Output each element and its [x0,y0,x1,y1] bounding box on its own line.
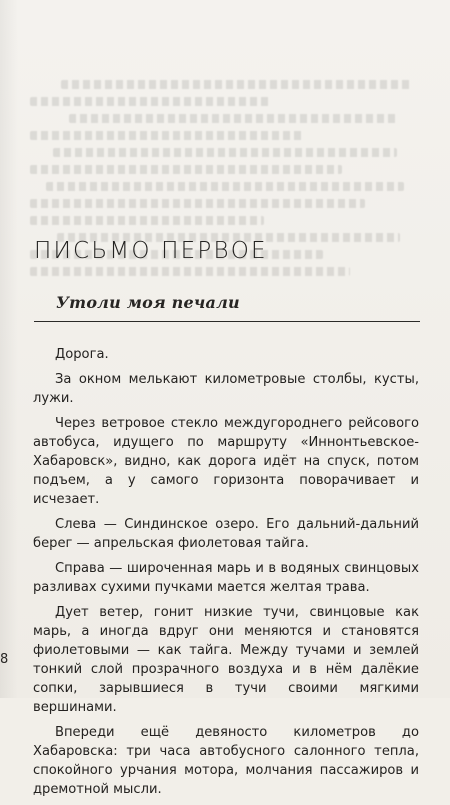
chapter-subtitle: Утоли моя печали [56,293,240,312]
paragraph: Дует ветер, гонит низкие тучи, свинцовые как марь, а иногда вдруг они меняются и становятся фиолетовыми — как тайга. Между тучами и землей тонкий слой прозрачного воздуха и в нём далёкие сопки, зарывшиеся в тучи своими мягкими вершинами. [33,605,419,715]
paragraph: Через ветровое стекло междугороднего рейсового автобуса, идущего по маршруту «Иннонтьевское-Хабаровск», видно, как дорога идёт на спуск, потом подъем, а у самого горизонта поворачивает и исчезает. [33,416,419,507]
chapter-title: ПИСЬМО ПЕРВОЕ [34,238,268,264]
chapter-body [33,345,419,805]
paragraph: Справа — широченная марь и в водяных свинцовых разливах сухими пучками мается желтая трава. [33,561,419,595]
paragraph: Слева — Синдинское озеро. Его дальний-дальний берег — апрельская фиолетовая тайга. [33,517,419,551]
bleed-through-text [30,72,420,302]
paragraph: Впереди ещё девяносто километров до Хабаровска: три часа автобусного салонного тепла, спокойного урчания мотора, молчания пассажиров и дремотной мысли. [33,725,419,797]
subtitle-underline [34,321,420,322]
paragraph: За окном мелькают километровые столбы, кусты, лужи. [33,372,419,406]
paragraph: Дорога. [55,347,109,362]
page-number: 8 [0,652,9,667]
